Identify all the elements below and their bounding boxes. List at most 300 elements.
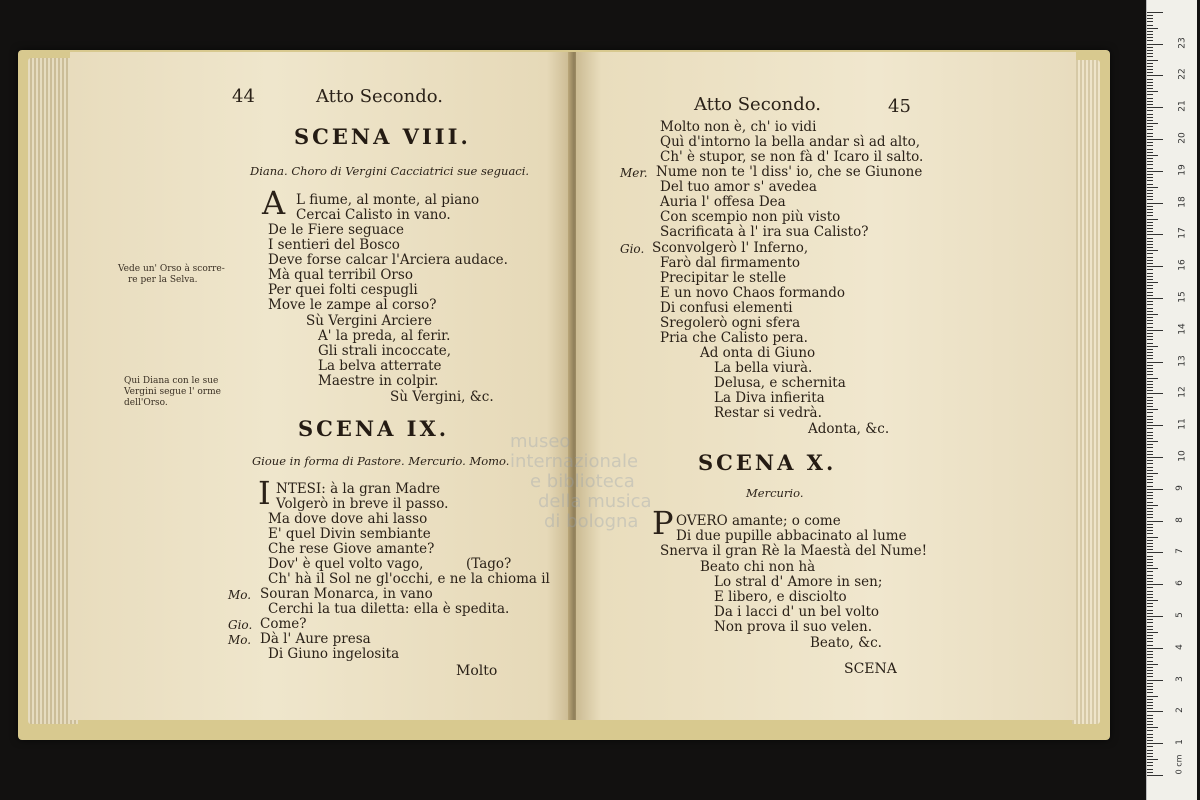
verse-line: Cercai Calisto in vano. (296, 207, 451, 223)
ruler-tick (1147, 591, 1153, 592)
ruler-tick (1147, 276, 1153, 277)
ruler-tick (1147, 222, 1153, 223)
ruler-tick (1147, 562, 1153, 563)
ruler-tick (1147, 571, 1153, 572)
verse-line: Molto non è, ch' io vidi (660, 119, 817, 135)
ruler-tick (1147, 619, 1153, 620)
ruler-tick (1147, 53, 1153, 54)
ruler-tick (1147, 390, 1153, 391)
ruler-tick (1147, 44, 1163, 45)
ruler-tick (1147, 696, 1158, 697)
verse-line: Snerva il gran Rè la Maestà del Nume! (660, 543, 928, 559)
ruler-tick (1147, 715, 1153, 716)
ruler-tick (1147, 263, 1153, 264)
ruler-tick (1147, 352, 1153, 353)
ruler-tick (1147, 196, 1153, 197)
dropcap-p: P (652, 504, 674, 542)
ruler-tick (1147, 171, 1163, 172)
ruler-tick (1147, 110, 1153, 111)
ruler-tick (1147, 756, 1153, 757)
ruler-tick (1147, 12, 1163, 13)
ruler-tick (1147, 231, 1153, 232)
speaker-momo: Mo. (228, 588, 252, 602)
ruler-tick (1147, 552, 1163, 553)
ruler-tick (1147, 648, 1163, 649)
verse-line: Cerchi la tua diletta: ella è spedita. (268, 601, 510, 617)
ruler-tick (1147, 161, 1153, 162)
ruler-tick (1147, 654, 1153, 655)
verse-line: Farò dal firmamento (660, 255, 801, 271)
ruler-number: 1 (1174, 739, 1185, 746)
ruler-tick (1147, 511, 1153, 512)
ruler-tick (1147, 689, 1153, 690)
left-running-head: Atto Secondo. (316, 86, 443, 107)
ruler-number: 10 (1177, 450, 1188, 462)
ruler-number: 20 (1177, 132, 1188, 144)
ruler-tick (1147, 530, 1153, 531)
ruler-number: 16 (1177, 259, 1188, 271)
dropcap-a: A (262, 184, 286, 222)
ruler-tick (1147, 600, 1158, 601)
ruler-tick (1147, 228, 1153, 229)
ruler-tick (1147, 123, 1158, 124)
ruler-tick (1147, 473, 1158, 474)
ruler-tick (1147, 641, 1153, 642)
ruler-tick (1147, 203, 1163, 204)
ruler-tick (1147, 82, 1153, 83)
verse-line: E' quel Divin sembiante (268, 526, 431, 542)
ruler-tick (1147, 645, 1153, 646)
ruler-tick (1147, 498, 1153, 499)
ruler-tick (1147, 308, 1153, 309)
verse-line: Quì d'intorno la bella andar sì ad alto, (660, 134, 921, 150)
ruler-tick (1147, 31, 1153, 32)
verse-line: La Diva infierita (714, 390, 825, 406)
right-running-head: Atto Secondo. (694, 94, 821, 115)
ruler-tick (1147, 422, 1153, 423)
verse-line: Sregolerò ogni sfera (660, 315, 801, 331)
ruler-tick (1147, 597, 1153, 598)
verse-line: Ch' hà il Sol ne gl'occhi, e ne la chioma il (268, 571, 550, 587)
verse-line: Sù Vergini, &c. (390, 389, 494, 405)
ruler-number: 5 (1174, 612, 1185, 618)
ruler-tick (1147, 60, 1158, 61)
ruler-tick (1147, 384, 1153, 385)
ruler-tick (1147, 400, 1153, 401)
ruler-tick (1147, 680, 1163, 681)
ruler-number: 21 (1177, 100, 1188, 112)
ruler-tick (1147, 88, 1153, 89)
ruler-tick (1147, 721, 1153, 722)
ruler-tick (1147, 718, 1153, 719)
ruler-number: 8 (1174, 516, 1185, 523)
verse-line: Nume non te 'l diss' io, che se Giunone (656, 164, 923, 180)
verse-line: Ad onta di Giuno (700, 345, 816, 361)
ruler-tick (1147, 381, 1153, 382)
verse-line: NTESI: à la gran Madre (276, 481, 441, 497)
ruler-tick (1147, 250, 1158, 251)
stamp-line: museo internazionale (510, 431, 639, 472)
verse-line: E un novo Chaos formando (660, 285, 846, 301)
verse-line: Beato, &c. (810, 635, 882, 651)
ruler-tick (1147, 470, 1153, 471)
ruler-tick (1147, 273, 1153, 274)
ruler-number: 2 (1174, 707, 1185, 714)
ruler-tick (1147, 206, 1153, 207)
ruler-tick (1147, 225, 1153, 226)
ruler-tick (1147, 517, 1153, 518)
ruler-tick (1147, 219, 1158, 220)
library-stamp (510, 432, 680, 532)
ruler-tick (1147, 416, 1153, 417)
ruler-tick (1147, 670, 1153, 671)
ruler-tick (1147, 746, 1153, 747)
ruler-tick (1147, 673, 1153, 674)
ruler-tick (1147, 661, 1153, 662)
ruler-tick (1147, 457, 1163, 458)
ruler-tick (1147, 610, 1153, 611)
verse-line: Per quei folti cespugli (268, 282, 418, 298)
ruler-tick (1147, 168, 1153, 169)
ruler-tick (1147, 269, 1153, 270)
ruler-tick (1147, 559, 1153, 560)
ruler-tick (1147, 765, 1153, 766)
speaker-mercurio: Mer. (620, 166, 648, 180)
verse-line: Precipitar le stelle (660, 270, 787, 286)
left-page-number: 44 (232, 86, 255, 107)
verse-line: I sentieri del Bosco (268, 237, 400, 253)
ruler-tick (1147, 419, 1153, 420)
ruler-tick (1147, 365, 1153, 366)
left-page (70, 52, 572, 720)
ruler-tick (1147, 282, 1158, 283)
ruler-tick (1147, 664, 1158, 665)
ruler-tick (1147, 56, 1153, 57)
ruler-tick (1147, 727, 1158, 728)
ruler-tick (1147, 120, 1153, 121)
ruler-number: 15 (1177, 291, 1188, 303)
margin-note-line: Vede un' Orso à scorre- (118, 264, 225, 274)
ruler-tick (1147, 667, 1153, 668)
ruler-tick (1147, 492, 1153, 493)
scene-x-title: SCENA X. (698, 450, 837, 475)
ruler-tick (1147, 460, 1153, 461)
verse-line: La belva atterrate (318, 358, 442, 374)
ruler-number: 4 (1174, 643, 1185, 650)
ruler-number: 6 (1174, 580, 1185, 587)
ruler-tick (1147, 533, 1153, 534)
margin-note-line: Qui Diana con le sue (124, 376, 219, 386)
measuring-ruler (1146, 0, 1197, 800)
ruler-tick (1147, 403, 1153, 404)
ruler-tick (1147, 158, 1153, 159)
verse-line: Sconvolgerò l' Inferno, (652, 240, 809, 256)
verse-line: Dà l' Aure presa (260, 631, 371, 647)
ruler-number: 17 (1177, 227, 1188, 240)
ruler-unit-label: 0 cm (1174, 754, 1184, 775)
ruler-number: 9 (1174, 484, 1185, 491)
ruler-tick (1147, 343, 1153, 344)
ruler-tick (1147, 724, 1153, 725)
ruler-tick (1147, 606, 1153, 607)
ruler-tick (1147, 432, 1153, 433)
ruler-tick (1147, 412, 1153, 413)
ruler-tick (1147, 190, 1153, 191)
ruler-tick (1147, 616, 1163, 617)
verse-line: Mà qual terribil Orso (268, 267, 413, 283)
margin-note-line: Vergini segue l' orme (124, 387, 221, 397)
ruler-tick (1147, 594, 1153, 595)
ruler-tick (1147, 378, 1158, 379)
ruler-tick (1147, 50, 1153, 51)
ruler-tick (1147, 508, 1153, 509)
ruler-tick (1147, 371, 1153, 372)
verse-line: Auria l' offesa Dea (660, 194, 786, 210)
ruler-tick (1147, 584, 1163, 585)
ruler-tick (1147, 311, 1153, 312)
verse-line: Sù Vergini Arciere (306, 313, 432, 329)
ruler-tick (1147, 775, 1163, 776)
verse-line: E libero, e disciolto (714, 589, 847, 605)
verse-line: Ch' è stupor, se non fà d' Icaro il salto. (660, 149, 924, 165)
ruler-tick (1147, 114, 1153, 115)
ruler-tick (1147, 72, 1153, 73)
ruler-tick (1147, 260, 1153, 261)
ruler-number: 22 (1177, 68, 1188, 81)
ruler-tick (1147, 126, 1153, 127)
verse-line: Maestre in colpir. (318, 373, 439, 389)
ruler-tick (1147, 711, 1163, 712)
ruler-tick (1147, 149, 1153, 150)
ruler-tick (1147, 139, 1163, 140)
ruler-tick (1147, 626, 1153, 627)
ruler-tick (1147, 107, 1163, 108)
left-catchword: Molto (456, 663, 498, 679)
ruler-tick (1147, 451, 1153, 452)
ruler-tick (1147, 75, 1163, 76)
ruler-tick (1147, 238, 1153, 239)
ruler-number: 7 (1174, 548, 1185, 555)
ruler-tick (1147, 705, 1153, 706)
page-edges-right (1072, 60, 1100, 724)
scene-ix-characters: Gioue in forma di Pastore. Mercurio. Momo. (252, 454, 510, 468)
ruler-tick (1147, 142, 1153, 143)
ruler-tick (1147, 772, 1153, 773)
verse-line: Volgerò in breve il passo. (276, 496, 449, 512)
ruler-tick (1147, 441, 1158, 442)
ruler-tick (1147, 314, 1158, 315)
ruler-tick (1147, 527, 1153, 528)
verse-line: Da i lacci d' un bel volto (714, 604, 880, 620)
ruler-tick (1147, 406, 1153, 407)
ruler-tick (1147, 540, 1153, 541)
verse-line: Ma dove dove ahi lasso (268, 511, 428, 527)
ruler-tick (1147, 397, 1153, 398)
ruler-tick (1147, 21, 1153, 22)
ruler-tick (1147, 279, 1153, 280)
ruler-tick (1147, 266, 1163, 267)
verse-line: Lo stral d' Amore in sen; (714, 574, 883, 590)
verse-line: Del tuo amor s' avedea (660, 179, 817, 195)
verse-line: De le Fiere seguace (268, 222, 404, 238)
ruler-tick (1147, 241, 1153, 242)
ruler-tick (1147, 676, 1153, 677)
ruler-tick (1147, 632, 1158, 633)
ruler-tick (1147, 298, 1163, 299)
speaker-giove: Gio. (228, 618, 253, 632)
ruler-tick (1147, 199, 1153, 200)
ruler-tick (1147, 152, 1153, 153)
ruler-tick (1147, 355, 1153, 356)
ruler-tick (1147, 174, 1153, 175)
right-page (576, 52, 1076, 720)
ruler-tick (1147, 333, 1153, 334)
verse-line: Gli strali incoccate, (318, 343, 452, 359)
ruler-tick (1147, 98, 1153, 99)
verse-line: Di Giuno ingelosita (268, 646, 400, 662)
ruler-tick (1147, 699, 1153, 700)
ruler-tick (1147, 66, 1153, 67)
ruler-tick (1147, 524, 1153, 525)
ruler-tick (1147, 486, 1153, 487)
ruler-tick (1147, 613, 1153, 614)
ruler-tick (1147, 104, 1153, 105)
stamp-line: di bologna (544, 511, 639, 532)
ruler-tick (1147, 651, 1153, 652)
speaker-momo: Mo. (228, 633, 252, 647)
ruler-tick (1147, 514, 1153, 515)
verse-line: La bella viurà. (714, 360, 813, 376)
ruler-tick (1147, 479, 1153, 480)
ruler-tick (1147, 737, 1153, 738)
ruler-tick (1147, 759, 1158, 760)
scene-viii-characters: Diana. Choro di Vergini Cacciatrici sue seguaci. (250, 164, 530, 178)
ruler-tick (1147, 37, 1153, 38)
verse-line: Pria che Calisto pera. (660, 330, 808, 346)
ruler-tick (1147, 476, 1153, 477)
ruler-number: 13 (1177, 354, 1188, 367)
ruler-tick (1147, 438, 1153, 439)
ruler-tick (1147, 101, 1153, 102)
ruler-tick (1147, 330, 1163, 331)
ruler-tick (1147, 463, 1153, 464)
ruler-tick (1147, 320, 1153, 321)
ruler-tick (1147, 129, 1153, 130)
ruler-tick (1147, 34, 1153, 35)
ruler-number: 23 (1177, 36, 1188, 49)
margin-note-line: re per la Selva. (128, 275, 198, 285)
ruler-tick (1147, 285, 1153, 286)
ruler-number: 11 (1177, 418, 1188, 430)
ruler-tick (1147, 565, 1153, 566)
ruler-tick (1147, 708, 1153, 709)
ruler-tick (1147, 387, 1153, 388)
ruler-tick (1147, 549, 1153, 550)
ruler-number: 18 (1177, 195, 1188, 208)
ruler-tick (1147, 629, 1153, 630)
ruler-tick (1147, 47, 1153, 48)
ruler-number: 12 (1177, 386, 1188, 399)
ruler-tick (1147, 339, 1153, 340)
ruler-tick (1147, 15, 1153, 16)
scene-x-characters: Mercurio. (746, 486, 804, 500)
ruler-tick (1147, 317, 1153, 318)
right-catchword: SCENA (844, 661, 897, 677)
ruler-tick (1147, 209, 1153, 210)
ruler-tick (1147, 425, 1163, 426)
ruler-tick (1147, 581, 1153, 582)
ruler-tick (1147, 505, 1158, 506)
ruler-tick (1147, 247, 1153, 248)
ruler-tick (1147, 435, 1153, 436)
ruler-tick (1147, 368, 1153, 369)
ruler-tick (1147, 257, 1153, 258)
verse-line: A' la preda, al ferir. (318, 328, 451, 344)
ruler-tick (1147, 327, 1153, 328)
ruler-tick (1147, 467, 1153, 468)
ruler-tick (1147, 454, 1153, 455)
ruler-tick (1147, 40, 1153, 41)
ruler-tick (1147, 145, 1153, 146)
ruler-tick (1147, 502, 1153, 503)
verse-line: Di confusi elementi (660, 300, 793, 316)
ruler-tick (1147, 393, 1163, 394)
ruler-tick (1147, 133, 1153, 134)
ruler-tick (1147, 155, 1158, 156)
ruler-tick (1147, 28, 1158, 29)
scene-ix-title: SCENA IX. (298, 416, 450, 441)
dropcap-i: I (258, 474, 271, 512)
verse-line: Souran Monarca, in vano (260, 586, 433, 602)
ruler-tick (1147, 85, 1153, 86)
ruler-tick (1147, 304, 1153, 305)
ruler-number: 3 (1174, 675, 1185, 682)
ruler-tick (1147, 740, 1153, 741)
ruler-tick (1147, 409, 1158, 410)
ruler-tick (1147, 63, 1153, 64)
ruler-tick (1147, 79, 1153, 80)
ruler-tick (1147, 537, 1158, 538)
ruler-tick (1147, 753, 1153, 754)
ruler-tick (1147, 730, 1153, 731)
ruler-tick (1147, 428, 1153, 429)
ruler-tick (1147, 482, 1153, 483)
ruler-tick (1147, 683, 1153, 684)
ruler-tick (1147, 447, 1153, 448)
ruler-tick (1147, 750, 1153, 751)
ruler-tick (1147, 301, 1153, 302)
ruler-tick (1147, 91, 1158, 92)
ruler-tick (1147, 117, 1153, 118)
ruler-tick (1147, 253, 1153, 254)
ruler-tick (1147, 444, 1153, 445)
ruler-tick (1147, 349, 1153, 350)
ruler-tick (1147, 635, 1153, 636)
ruler-tick (1147, 215, 1153, 216)
verse-line: Di due pupille abbacinato al lume (676, 528, 907, 544)
ruler-tick (1147, 18, 1153, 19)
verse-line: Come? (260, 616, 307, 632)
turnover-line: (Tago? (466, 556, 512, 572)
ruler-tick (1147, 358, 1153, 359)
ruler-tick (1147, 692, 1153, 693)
ruler-tick (1147, 769, 1153, 770)
ruler-tick (1147, 193, 1153, 194)
ruler-tick (1147, 702, 1153, 703)
ruler-tick (1147, 136, 1153, 137)
ruler-tick (1147, 546, 1153, 547)
ruler-tick (1147, 25, 1153, 26)
